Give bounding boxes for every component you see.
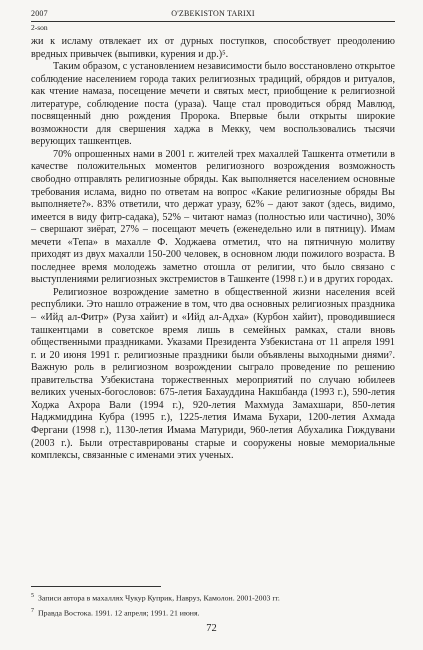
header-rule	[31, 21, 395, 22]
paragraph: 70% опрошенных нами в 2001 г. жителей трех махаллей Ташкента отметили в качестве положительных моментов религиозного возрождения возможность свободно отправлять религиозные обряды. Как выполняется населением основные требования ислама, видно по ответам на вопрос «Какие религиозные обряды Вы выполняете?». 83% ответили, что держат уразу, 62% – дают закот (здесь, видимо, имеется в виду фитр-садака), 52% – читают намаз (полностью или частично), 30% – свершают зиёрат, 27% – посещают мечеть (еженедельно или в пятницу). Имам мечети «Тепа» в махалле Ф. Ходжаева отметил, что на пятничную молитву приходят из двух махалли 150-200 человек, в основном люди пожилого возраста. В последнее время молодежь заметно отошла от религии, что было связано с выступлениями религиозных экстремистов в Ташкенте (1998 г.) и в других городах.	[31, 148, 395, 286]
paragraph: жи к исламу отвлекает их от дурных поступков, способствует преодолению вредных привычек (выпивки, курения и др.)⁵.	[31, 36, 395, 60]
footnotes	[31, 586, 395, 620]
footnote-text: Правда Востока. 1991. 12 апреля; 1991. 21 июня.	[38, 608, 200, 618]
footnote	[31, 591, 395, 604]
header-journal-title: O'ZBEKISTON TARIXI	[171, 9, 255, 18]
paragraph: Таким образом, с установлением независимости было восстановлено открытое соблюдение населением города таких религиозных традиций, обрядов и ритуалов, как чтение намаза, посещение мечети и святых мест, приобщение к религиозной литературе, соблюдение поста (ураза). Чаще стал проводиться обряд Мавлюд, посвященный дню рождения Пророка. Впервые были открыты широкие возможности для свершения хаджа в Мекку, чем воспользовались тысячи верующих ташкентцев.	[31, 61, 396, 148]
header-year: 2007	[31, 9, 48, 18]
body-text	[31, 36, 395, 463]
footnote-mark: 5	[31, 593, 34, 599]
footnote-text: Записи автора в махаллях Чукур Куприк, Навруз, Камолон. 2001-2003 гг.	[38, 593, 280, 603]
paragraph: Религиозное возрождение заметно в общественной жизни населения всей республики. Это нашло отражение в том, что два основных религиозных праздника – «Ийд ал-Фитр» (Руза хайит) и «Ийд ал-Адха» (Курбон хайит), проводившиеся ташкентцами в советское время лишь в семейных рамках, стали вновь общественными праздниками. Указами Президента Узбекистана от 11 апреля 1991 г. и 20 июня 1991 г. религиозные праздники были объявлены выходными днями⁷. Важную роль в религиозном возрождении сыграло проведение по решению правительства Узбекистана торжественных мероприятий по случаю юбилеев великих ученых-богословов: 675-летия Бахауддина Накшбанда (1993 г.), 590-летия Ходжа Ахрора Вали (1994 г.), 920-летия Махмуда Замахшари, 850-летия Наджмиддина Кубра (1995 г.), 1225-летия Имама Бухари, 1200-летия Ахмада Фергани (1998 г.), 1130-летия Имама Матуриди, 960-летия Абухалика Гиждувани (2003 г.). Были отреставрированы старые и сооружены новые мемориальные комплексы, связанные с именами этих ученых.	[31, 286, 395, 462]
footnote-rule	[31, 586, 161, 587]
header-issue: 2-son	[31, 23, 48, 32]
page-number: 72	[206, 623, 217, 634]
running-header	[31, 9, 395, 18]
footnote	[31, 606, 395, 619]
footnote-mark: 7	[31, 607, 34, 614]
